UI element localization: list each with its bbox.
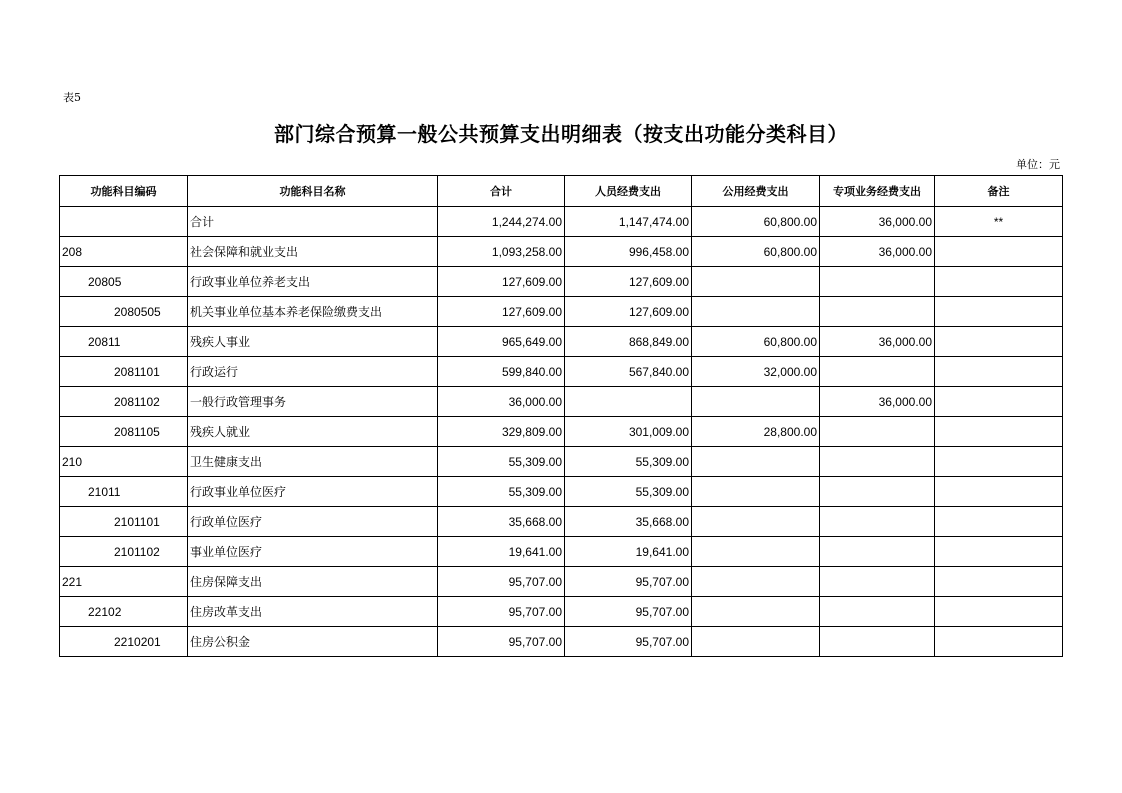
cell-code: 2081101 (60, 357, 188, 387)
cell-code: 2101101 (60, 507, 188, 537)
cell-name: 卫生健康支出 (188, 447, 438, 477)
table-row (60, 267, 1063, 297)
cell-total: 55,309.00 (438, 447, 565, 477)
cell-personnel: 127,609.00 (565, 297, 692, 327)
cell-name: 事业单位医疗 (188, 537, 438, 567)
cell-note (935, 237, 1063, 267)
cell-special (820, 477, 935, 507)
header-total: 合计 (438, 176, 565, 207)
cell-code: 22102 (60, 597, 188, 627)
cell-code (60, 207, 188, 237)
cell-total: 329,809.00 (438, 417, 565, 447)
cell-note (935, 537, 1063, 567)
table-row (60, 207, 1063, 237)
cell-name: 机关事业单位基本养老保险缴费支出 (188, 297, 438, 327)
cell-special: 36,000.00 (820, 237, 935, 267)
table-row (60, 417, 1063, 447)
cell-note (935, 477, 1063, 507)
cell-public (692, 627, 820, 657)
cell-note (935, 357, 1063, 387)
cell-total: 95,707.00 (438, 597, 565, 627)
cell-code: 2101102 (60, 537, 188, 567)
cell-personnel: 55,309.00 (565, 447, 692, 477)
table-row (60, 627, 1063, 657)
cell-public (692, 447, 820, 477)
cell-note (935, 327, 1063, 357)
table-row (60, 387, 1063, 417)
page-title: 部门综合预算一般公共预算支出明细表（按支出功能分类科目） (274, 122, 848, 146)
cell-name: 社会保障和就业支出 (188, 237, 438, 267)
cell-personnel: 301,009.00 (565, 417, 692, 447)
cell-note (935, 597, 1063, 627)
table-row (60, 597, 1063, 627)
cell-total: 1,244,274.00 (438, 207, 565, 237)
header-name: 功能科目名称 (188, 176, 438, 207)
cell-personnel: 1,147,474.00 (565, 207, 692, 237)
cell-total: 599,840.00 (438, 357, 565, 387)
cell-public (692, 477, 820, 507)
cell-public: 28,800.00 (692, 417, 820, 447)
cell-personnel: 868,849.00 (565, 327, 692, 357)
cell-note (935, 567, 1063, 597)
cell-public: 32,000.00 (692, 357, 820, 387)
table-body (60, 207, 1063, 657)
table-row (60, 297, 1063, 327)
cell-special (820, 507, 935, 537)
cell-public (692, 507, 820, 537)
cell-special: 36,000.00 (820, 327, 935, 357)
table-row (60, 537, 1063, 567)
cell-name: 住房公积金 (188, 627, 438, 657)
cell-total: 965,649.00 (438, 327, 565, 357)
cell-note (935, 507, 1063, 537)
cell-special (820, 447, 935, 477)
cell-name: 行政运行 (188, 357, 438, 387)
cell-name: 行政单位医疗 (188, 507, 438, 537)
table-row (60, 567, 1063, 597)
cell-note (935, 297, 1063, 327)
cell-code: 2081105 (60, 417, 188, 447)
cell-code: 2080505 (60, 297, 188, 327)
cell-public (692, 597, 820, 627)
header-code: 功能科目编码 (60, 176, 188, 207)
cell-name: 行政事业单位养老支出 (188, 267, 438, 297)
cell-code: 20811 (60, 327, 188, 357)
cell-personnel: 55,309.00 (565, 477, 692, 507)
cell-public: 60,800.00 (692, 237, 820, 267)
cell-public (692, 267, 820, 297)
cell-code: 2210201 (60, 627, 188, 657)
unit-label: 单位：元 (1016, 158, 1060, 171)
cell-name: 合计 (188, 207, 438, 237)
cell-public (692, 297, 820, 327)
header-public: 公用经费支出 (692, 176, 820, 207)
cell-total: 55,309.00 (438, 477, 565, 507)
cell-code: 221 (60, 567, 188, 597)
header-special: 专项业务经费支出 (820, 176, 935, 207)
cell-total: 127,609.00 (438, 297, 565, 327)
cell-special (820, 537, 935, 567)
cell-code: 20805 (60, 267, 188, 297)
table-row (60, 357, 1063, 387)
cell-name: 行政事业单位医疗 (188, 477, 438, 507)
header-personnel: 人员经费支出 (565, 176, 692, 207)
cell-code: 2081102 (60, 387, 188, 417)
cell-special (820, 267, 935, 297)
cell-note (935, 417, 1063, 447)
cell-special: 36,000.00 (820, 387, 935, 417)
table-number-label: 表5 (63, 91, 81, 104)
cell-special (820, 417, 935, 447)
cell-total: 95,707.00 (438, 567, 565, 597)
cell-name: 一般行政管理事务 (188, 387, 438, 417)
cell-note (935, 387, 1063, 417)
cell-personnel: 19,641.00 (565, 537, 692, 567)
cell-total: 36,000.00 (438, 387, 565, 417)
cell-name: 住房改革支出 (188, 597, 438, 627)
cell-total: 35,668.00 (438, 507, 565, 537)
cell-personnel: 127,609.00 (565, 267, 692, 297)
cell-name: 残疾人事业 (188, 327, 438, 357)
cell-total: 95,707.00 (438, 627, 565, 657)
cell-public: 60,800.00 (692, 207, 820, 237)
cell-personnel: 95,707.00 (565, 627, 692, 657)
table-row (60, 447, 1063, 477)
cell-code: 210 (60, 447, 188, 477)
cell-note (935, 447, 1063, 477)
table-row (60, 327, 1063, 357)
cell-total: 127,609.00 (438, 267, 565, 297)
cell-special (820, 627, 935, 657)
cell-note (935, 267, 1063, 297)
cell-personnel (565, 387, 692, 417)
cell-personnel: 95,707.00 (565, 597, 692, 627)
cell-name: 残疾人就业 (188, 417, 438, 447)
table-row (60, 507, 1063, 537)
table-row (60, 237, 1063, 267)
cell-note (935, 627, 1063, 657)
cell-public (692, 387, 820, 417)
cell-special (820, 297, 935, 327)
cell-public (692, 567, 820, 597)
cell-special (820, 567, 935, 597)
cell-note: ** (935, 207, 1063, 237)
cell-personnel: 95,707.00 (565, 567, 692, 597)
cell-public (692, 537, 820, 567)
cell-public: 60,800.00 (692, 327, 820, 357)
table-row (60, 477, 1063, 507)
budget-table (59, 175, 1063, 657)
cell-code: 208 (60, 237, 188, 267)
header-row (60, 176, 1063, 207)
cell-special (820, 357, 935, 387)
cell-personnel: 567,840.00 (565, 357, 692, 387)
cell-code: 21011 (60, 477, 188, 507)
cell-personnel: 35,668.00 (565, 507, 692, 537)
header-note: 备注 (935, 176, 1063, 207)
cell-name: 住房保障支出 (188, 567, 438, 597)
cell-total: 1,093,258.00 (438, 237, 565, 267)
cell-personnel: 996,458.00 (565, 237, 692, 267)
cell-total: 19,641.00 (438, 537, 565, 567)
cell-special: 36,000.00 (820, 207, 935, 237)
cell-special (820, 597, 935, 627)
